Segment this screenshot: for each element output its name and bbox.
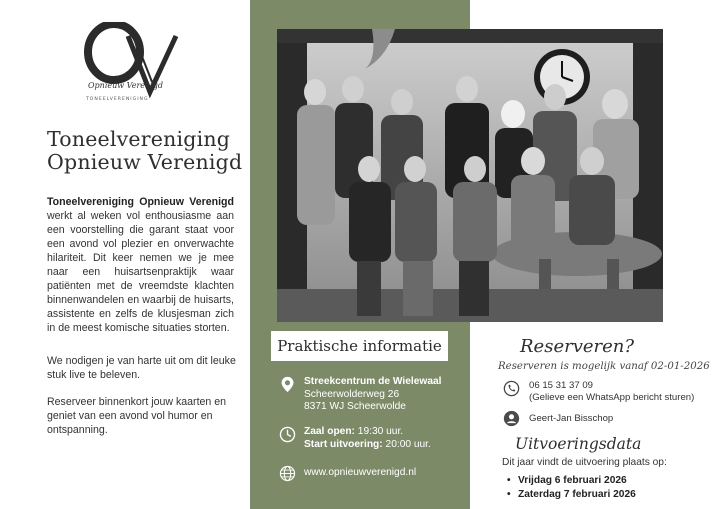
logo-script: Opnieuw Verenigd [88, 81, 163, 90]
whatsapp-phone-icon [503, 380, 520, 397]
website-link[interactable]: www.opnieuwverenigd.nl [304, 467, 417, 478]
website-info [279, 465, 464, 482]
page-title [47, 128, 247, 174]
contact-person-name: Geert-Jan Bisschop [529, 413, 614, 424]
performances-heading: Uitvoeringsdata [515, 435, 642, 453]
group-photo-image [277, 29, 663, 322]
left-column [0, 0, 250, 509]
invitation-paragraph: We nodigen je van harte uit om dit leuke stuk live te beleven. [47, 355, 236, 381]
intro-text: werkt al weken vol enthousiasme aan een voorstelling die garant staat voor een avond vol plezier en onverwachte hilariteit. Dit keer nemen we je mee naar een huisartsenpraktijk waar patiënten met de vreemdste klachten binnenwandelen en waarbij de huisarts, assistente en zelfs de klusjesman zich in de meest komische situaties storten. [47, 210, 234, 334]
title-line1: Toneelvereniging [47, 127, 231, 151]
group-photo [277, 29, 663, 322]
venue-name: Streekcentrum de Wielewaal [304, 376, 442, 387]
logo-small-caps: TONEELVERENIGING [86, 97, 149, 102]
title-line2: Opnieuw Verenigd [47, 150, 243, 174]
globe-icon [279, 465, 296, 482]
doors-time: 19:30 uur. [357, 426, 404, 437]
reserve-paragraph: Reserveer binnenkort jouw kaarten en geniet van een avond vol humor en ontspanning. [47, 396, 227, 436]
phone-contact [503, 380, 694, 404]
phone-note: (Gelieve een WhatsApp bericht sturen) [529, 392, 695, 403]
phone-number[interactable]: 06 15 31 37 09 [529, 380, 594, 391]
performances-subtitle: Dit jaar vindt de uitvoering plaats op: [502, 457, 667, 468]
practical-info-heading: Praktische informatie [271, 331, 448, 361]
address-line1: Scheerwolderweg 26 [304, 388, 400, 400]
start-label: Start uitvoering: [304, 438, 383, 450]
intro-paragraph [47, 195, 234, 335]
performance-date: • Zaterdag 7 februari 2026 [507, 488, 636, 502]
venue-info [279, 376, 464, 414]
logo-mark [76, 22, 188, 112]
reserve-heading: Reserveren? [520, 336, 635, 357]
time-info [279, 426, 464, 451]
performance-date: • Vrijdag 6 februari 2026 [507, 474, 636, 488]
reserve-subtitle: Reserveren is mogelijk vanaf 02-01-2026 [498, 361, 710, 372]
start-time: 20:00 uur. [385, 438, 431, 450]
doors-label: Zaal open: [304, 426, 355, 437]
logo [76, 22, 188, 112]
clock-icon [279, 426, 296, 443]
person-icon [503, 410, 520, 427]
address-line2: 8371 WJ Scheerwolde [304, 401, 406, 412]
location-pin-icon [279, 376, 296, 393]
performance-dates [507, 474, 636, 501]
intro-bold: Toneelvereniging Opnieuw Verenigd [47, 196, 234, 208]
contact-person [503, 410, 613, 427]
